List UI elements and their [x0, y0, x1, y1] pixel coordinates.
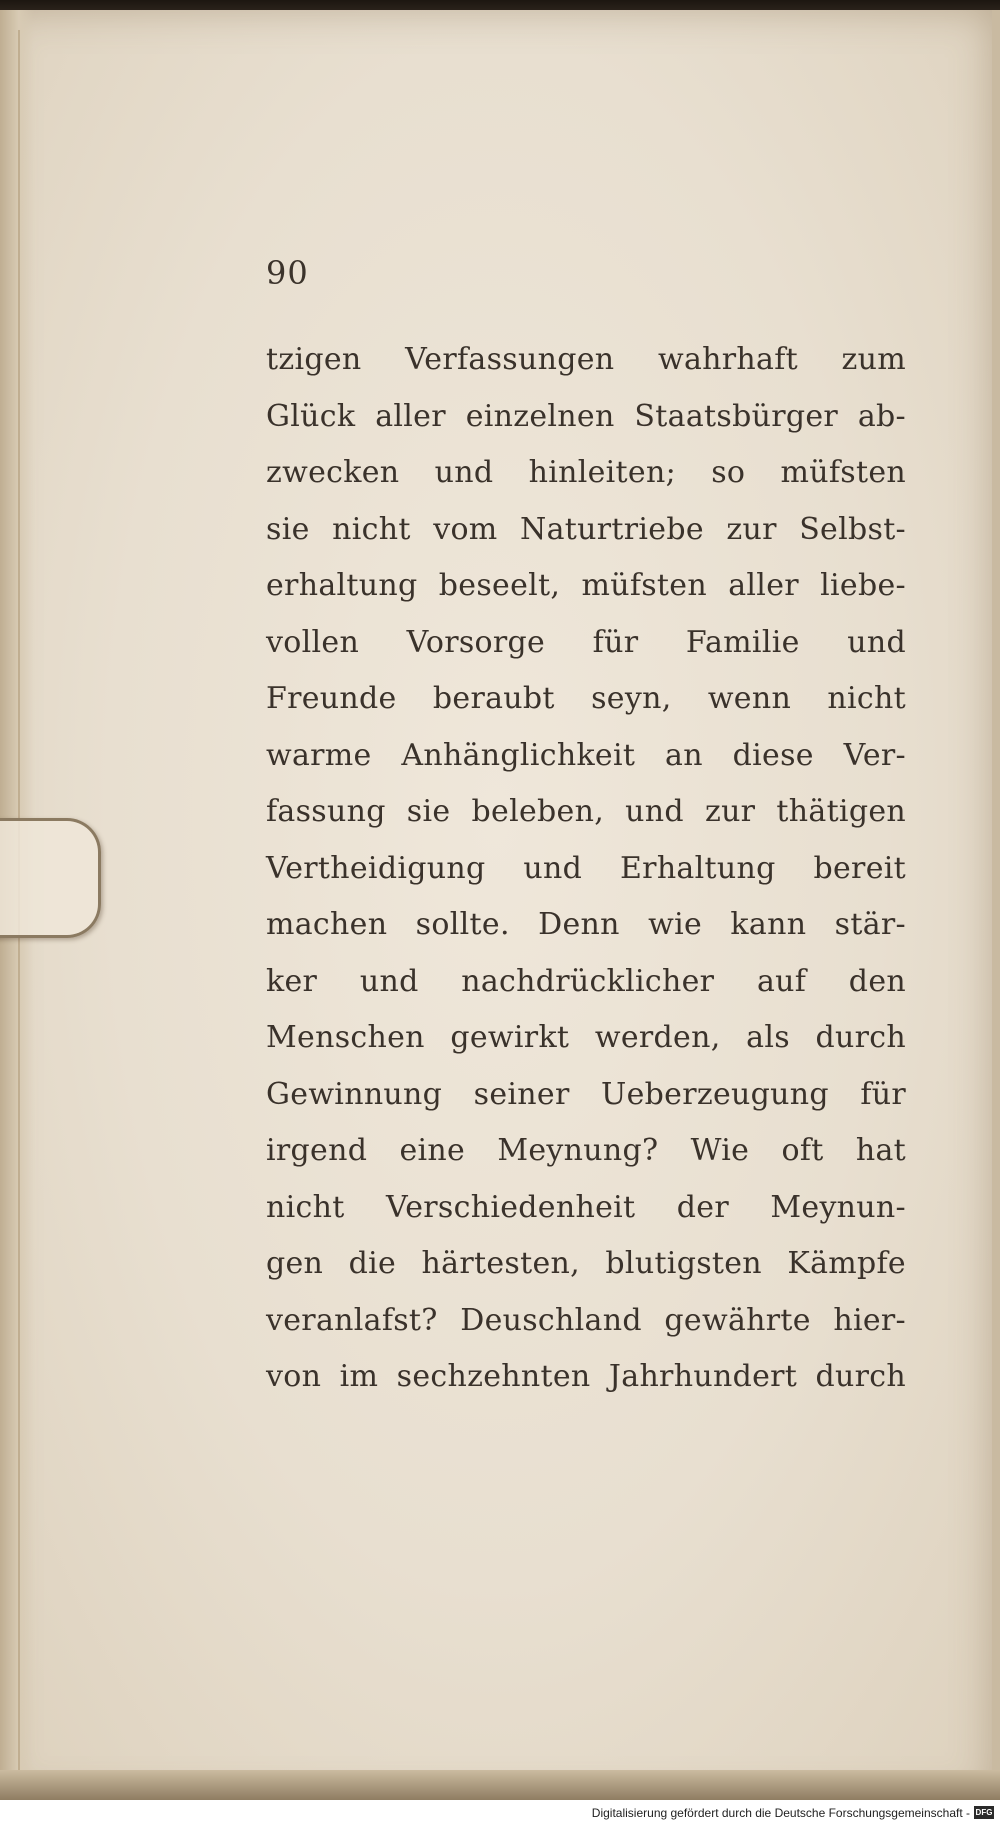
- text-line: von im sechzehnten Jahrhundert durch: [266, 1359, 906, 1394]
- text-line: Vertheidigung und Erhaltung bereit: [266, 850, 906, 886]
- digitization-credit: Digitalisierung gefördert durch die Deutsche Forschungsgemeinschaft -: [591, 1806, 970, 1820]
- text-line: ker und nachdrücklicher auf den: [266, 963, 906, 999]
- text-line: Freunde beraubt seyn, wenn nicht: [266, 681, 906, 716]
- text-line: zwecken und hinleiten; so müfsten: [266, 455, 906, 490]
- text-line: gen die härtesten, blutigsten Kämpfe: [266, 1246, 906, 1281]
- text-line: veranlafst? Deuschland gewährte hier-: [266, 1302, 906, 1338]
- text-line: warme Anhänglichkeit an diese Ver-: [266, 737, 906, 773]
- book-bottom-edge: [0, 1770, 1000, 1800]
- text-line: sie nicht vom Naturtriebe zur Selbst-: [266, 511, 906, 547]
- text-line: Menschen gewirkt werden, als durch: [266, 1020, 906, 1055]
- text-line: irgend eine Meynung? Wie oft hat: [266, 1133, 906, 1168]
- text-line: erhaltung beseelt, müfsten aller liebe-: [266, 568, 906, 603]
- bookmark-tab: [0, 818, 101, 938]
- text-line: nicht Verschiedenheit der Meynun-: [266, 1189, 906, 1225]
- book-page: [0, 10, 1000, 1800]
- text-line: tzigen Verfassungen wahrhaft zum: [266, 342, 906, 377]
- page-body-text: [266, 332, 906, 1406]
- text-line: Glück aller einzelnen Staatsbürger ab-: [266, 398, 906, 434]
- dfg-logo: DFG: [975, 1808, 993, 1817]
- text-line: Gewinnung seiner Ueberzeugung für: [266, 1076, 906, 1112]
- text-line: fassung sie beleben, und zur thätigen: [266, 794, 906, 829]
- text-line: vollen Vorsorge für Familie und: [266, 624, 906, 660]
- text-line: machen sollte. Denn wie kann stär-: [266, 907, 906, 942]
- page-number: 90: [266, 254, 309, 292]
